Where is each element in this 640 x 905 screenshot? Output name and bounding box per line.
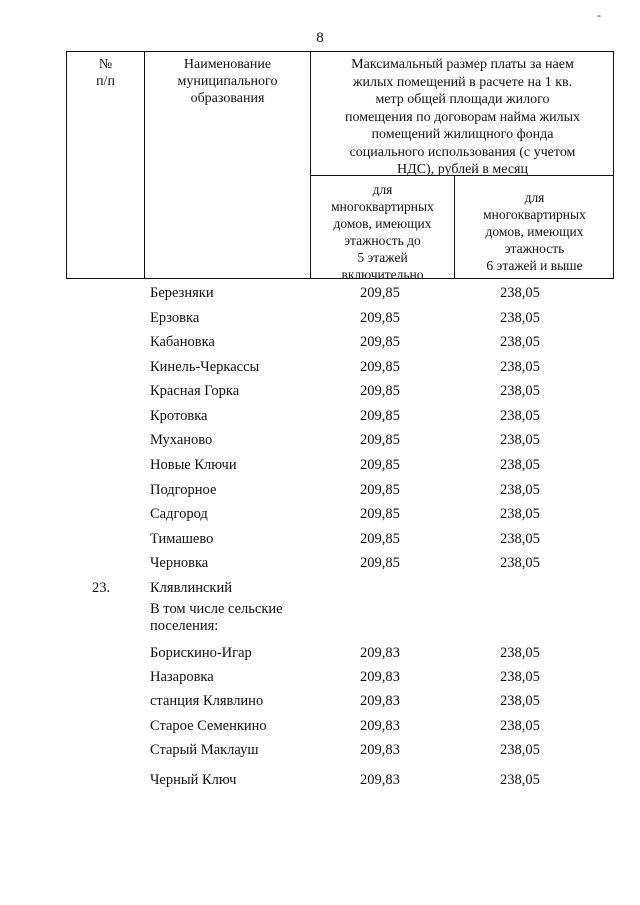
settlements-note-text: В том числе сельские поселения: xyxy=(150,601,283,634)
fee-up-to-5-floors: 209,85 xyxy=(360,408,400,424)
fee-up-to-5-floors: 209,85 xyxy=(360,432,400,448)
table-row xyxy=(0,529,640,549)
fee-6-floors-and-above: 238,05 xyxy=(500,359,540,375)
corner-mark: - xyxy=(597,8,601,22)
header-number-label: № п/п xyxy=(96,57,115,89)
fee-up-to-5-floors: 209,85 xyxy=(360,506,400,522)
settlements-note xyxy=(150,601,350,635)
fee-up-to-5-floors: 209,85 xyxy=(360,457,400,473)
table-row xyxy=(0,553,640,573)
fee-6-floors-and-above: 238,05 xyxy=(500,555,540,571)
settlement-name: Кабановка xyxy=(150,334,215,350)
fee-up-to-5-floors: 209,83 xyxy=(360,645,400,661)
fee-6-floors-and-above: 238,05 xyxy=(500,531,540,547)
fee-up-to-5-floors: 209,85 xyxy=(360,285,400,301)
district-number: 23. xyxy=(92,580,111,596)
fee-6-floors-and-above: 238,05 xyxy=(500,669,540,685)
fee-up-to-5-floors: 209,85 xyxy=(360,555,400,571)
fee-up-to-5-floors: 209,83 xyxy=(360,772,400,788)
header-6-floors-and-above-label: для многоквартирных домов, имеющих этажность 6 этажей и выше xyxy=(483,190,586,273)
fee-6-floors-and-above: 238,05 xyxy=(500,506,540,522)
settlement-name: Подгорное xyxy=(150,482,217,498)
district-name: Клявлинский xyxy=(150,580,232,596)
fee-up-to-5-floors: 209,85 xyxy=(360,310,400,326)
fee-6-floors-and-above: 238,05 xyxy=(500,742,540,758)
table-row xyxy=(0,667,640,687)
settlement-name: Черный Ключ xyxy=(150,772,237,788)
page-number: 8 xyxy=(316,30,324,46)
table-row xyxy=(0,332,640,352)
fee-6-floors-and-above: 238,05 xyxy=(500,408,540,424)
settlement-name: Ерзовка xyxy=(150,310,200,326)
settlement-name: Тимашево xyxy=(150,531,214,547)
settlement-name: Кинель-Черкассы xyxy=(150,359,260,375)
fee-6-floors-and-above: 238,05 xyxy=(500,334,540,350)
fee-6-floors-and-above: 238,05 xyxy=(500,310,540,326)
table-row xyxy=(0,770,640,790)
table-row xyxy=(0,283,640,303)
fee-up-to-5-floors: 209,83 xyxy=(360,742,400,758)
table-row xyxy=(0,357,640,377)
header-max-fee-column xyxy=(311,56,614,179)
table-row xyxy=(0,504,640,524)
settlement-name: станция Клявлино xyxy=(150,693,264,709)
fee-up-to-5-floors: 209,85 xyxy=(360,334,400,350)
settlement-name: Борискино-Игар xyxy=(150,645,252,661)
fee-6-floors-and-above: 238,05 xyxy=(500,645,540,661)
fee-up-to-5-floors: 209,85 xyxy=(360,531,400,547)
table-row xyxy=(0,716,640,736)
settlement-name: Березняки xyxy=(150,285,214,301)
table-row xyxy=(0,406,640,426)
fee-6-floors-and-above: 238,05 xyxy=(500,285,540,301)
fee-6-floors-and-above: 238,05 xyxy=(500,772,540,788)
table-header xyxy=(66,51,614,282)
table-row xyxy=(0,455,640,475)
settlement-name: Новые Ключи xyxy=(150,457,237,473)
table-row xyxy=(0,643,640,663)
settlement-name: Красная Горка xyxy=(150,383,240,399)
settlement-name: Садгород xyxy=(150,506,208,522)
header-number-column xyxy=(67,56,144,90)
table-row xyxy=(0,381,640,401)
fee-6-floors-and-above: 238,05 xyxy=(500,718,540,734)
table-row xyxy=(0,480,640,500)
fee-up-to-5-floors: 209,85 xyxy=(360,482,400,498)
header-name-label: Наименование муниципального образования xyxy=(177,57,278,106)
fee-up-to-5-floors: 209,83 xyxy=(360,693,400,709)
table-row xyxy=(0,740,640,760)
settlement-name: Черновка xyxy=(150,555,209,571)
district-row xyxy=(0,578,640,598)
table-row xyxy=(0,308,640,328)
table-row xyxy=(0,691,640,711)
fee-6-floors-and-above: 238,05 xyxy=(500,482,540,498)
fee-6-floors-and-above: 238,05 xyxy=(500,432,540,448)
fee-6-floors-and-above: 238,05 xyxy=(500,693,540,709)
header-name-column xyxy=(145,56,310,107)
fee-up-to-5-floors: 209,85 xyxy=(360,359,400,375)
fee-up-to-5-floors: 209,83 xyxy=(360,718,400,734)
fee-up-to-5-floors: 209,83 xyxy=(360,669,400,685)
header-6-floors-and-above xyxy=(455,189,614,274)
fee-6-floors-and-above: 238,05 xyxy=(500,457,540,473)
fee-6-floors-and-above: 238,05 xyxy=(500,383,540,399)
settlement-name: Старый Маклауш xyxy=(150,742,259,758)
fee-up-to-5-floors: 209,85 xyxy=(360,383,400,399)
header-up-to-5-floors xyxy=(311,181,454,283)
header-up-to-5-floors-label: для многоквартирных домов, имеющих этажность до 5 этажей включительно xyxy=(331,182,434,282)
settlement-name: Муханово xyxy=(150,432,213,448)
settlement-name: Кротовка xyxy=(150,408,208,424)
table-row xyxy=(0,430,640,450)
header-max-fee-label: Максимальный размер платы за наем жилых помещений в расчете на 1 кв. метр общей площади жилого помещения по договорам найма жилых помещений жилищного фонда социального использования (с учетом НДС), рублей в месяц xyxy=(344,57,581,177)
settlement-name: Назаровка xyxy=(150,669,214,685)
settlement-name: Старое Семенкино xyxy=(150,718,267,734)
